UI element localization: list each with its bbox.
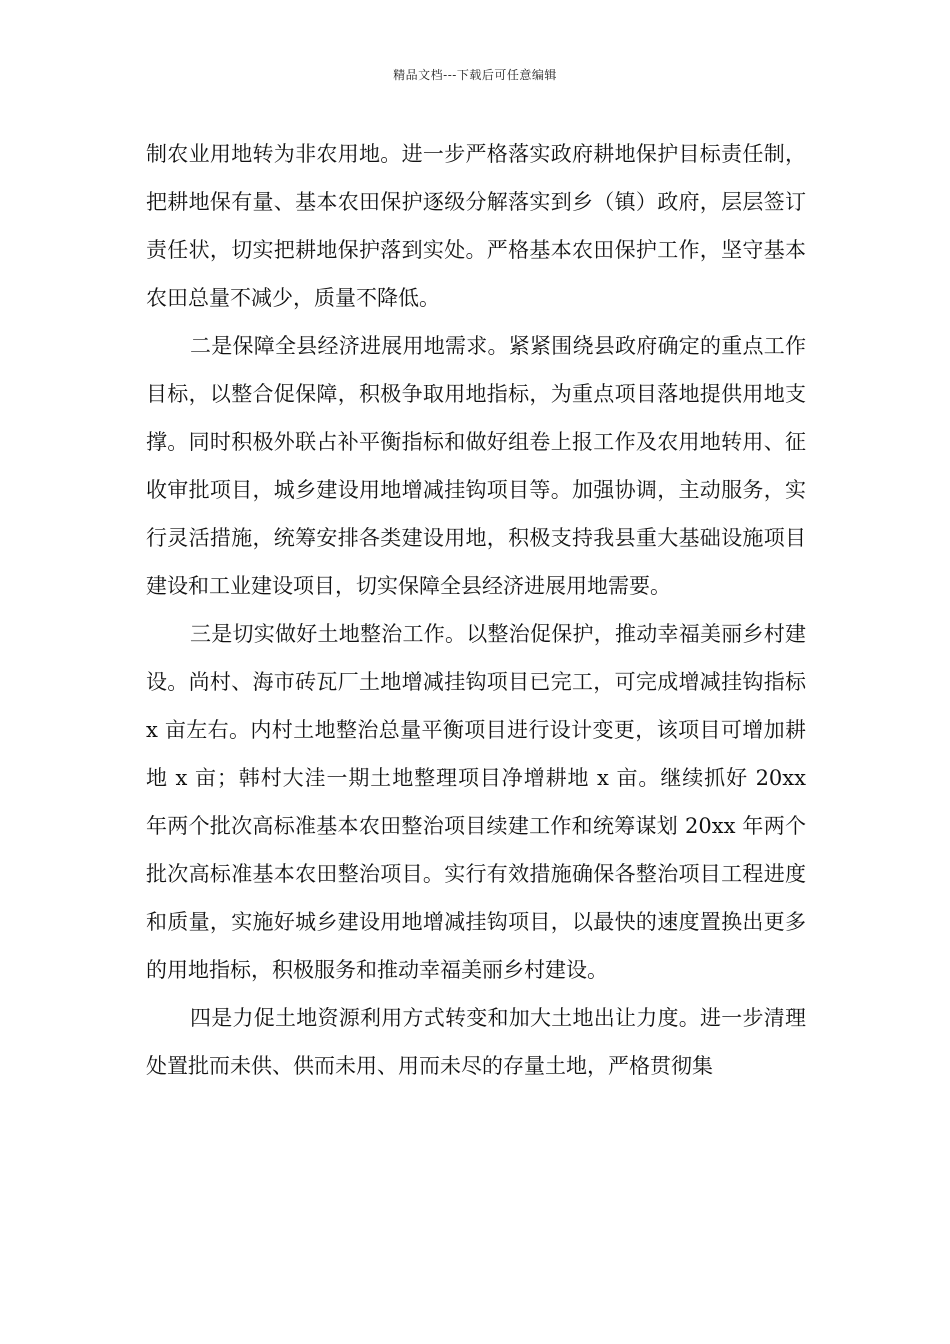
paragraph-continuation: 制农业用地转为非农用地。进一步严格落实政府耕地保护目标责任制，把耕地保有量、基本农田保护逐级分解落实到乡（镇）政府，层层签订责任状，切实把耕地保护落到实处。严格基本农田保护工作，坚守基本农田总量不减少，质量不降低。 [146, 142, 806, 310]
page-header: 精品文档---下载后可任意编辑 [393, 68, 557, 82]
document-body [146, 130, 806, 1090]
paragraph-land-demand: 二是保障全县经济进展用地需求。紧紧围绕县政府确定的重点工作目标，以整合促保障，积极争取用地指标，为重点项目落地提供用地支撑。同时积极外联占补平衡指标和做好组卷上报工作及农用地转用、征收审批项目，城乡建设用地增减挂钩项目等。加强协调，主动服务，实行灵活措施，统筹安排各类建设用地，积极支持我县重大基础设施项目建设和工业建设项目，切实保障全县经济进展用地需要。 [146, 334, 806, 598]
paragraph-land-remediation: 三是切实做好土地整治工作。以整治促保护，推动幸福美丽乡村建设。尚村、海市砖瓦厂土地增减挂钩项目已完工，可完成增减挂钩指标 x 亩左右。内村土地整治总量平衡项目进行设计变更，该项目可增加耕地 x 亩；韩村大洼一期土地整理项目净增耕地 x 亩。继续抓好 20xx 年两个批次高标准基本农田整治项目续建工作和统筹谋划 20xx 年两个批次高标准基本农田整治项目。实行有效措施确保各整治项目工程进度和质量，实施好城乡建设用地增减挂钩项目，以最快的速度置换出更多的用地指标，积极服务和推动幸福美丽乡村建设。 [146, 622, 806, 982]
paragraph-land-utilization: 四是力促土地资源利用方式转变和加大土地出让力度。进一步清理处置批而未供、供而未用、用而未尽的存量土地，严格贯彻集 [146, 1006, 806, 1078]
